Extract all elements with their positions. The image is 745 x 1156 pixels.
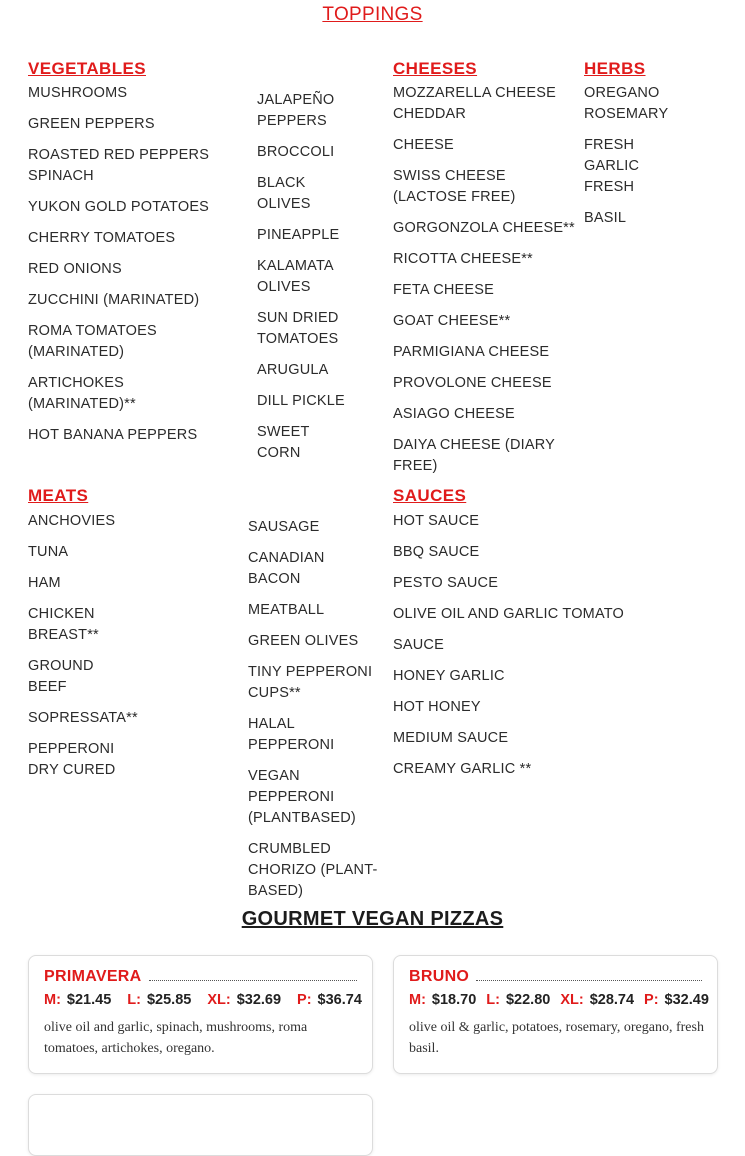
list-item: PINEAPPLE xyxy=(257,227,340,243)
pizza-card-partial[interactable] xyxy=(28,1094,373,1156)
pizza-card-primavera[interactable] xyxy=(28,955,373,1074)
list-item: ARTICHOKES (MARINATED)** xyxy=(28,375,136,412)
list-item: GREEN OLIVES xyxy=(248,633,359,649)
pizza-description: olive oil and garlic, spinach, mushrooms, roma tomatoes, artichokes, oregano. xyxy=(44,1020,308,1056)
list-item: CHICKEN BREAST** xyxy=(28,606,99,643)
list-item: BBQ SAUCE xyxy=(393,544,480,560)
dotted-leader xyxy=(149,980,357,981)
category-meats: MEATS xyxy=(28,486,89,505)
category-sauces: SAUCES xyxy=(393,486,467,505)
list-item: JALAPEÑO PEPPERS xyxy=(257,92,335,129)
list-item: FETA CHEESE xyxy=(393,282,495,298)
list-item: GOAT CHEESE** xyxy=(393,313,511,329)
list-item: MOZZARELLA CHEESE CHEDDAR xyxy=(393,85,556,122)
list-item: HOT SAUCE xyxy=(393,513,480,529)
price-l: L: $25.85 xyxy=(127,992,192,1008)
pizza-name: PRIMAVERA xyxy=(44,968,142,985)
list-item: PARMIGIANA CHEESE xyxy=(393,344,550,360)
list-item: MUSHROOMS xyxy=(28,85,128,101)
list-item: DILL PICKLE xyxy=(257,393,345,409)
list-item: MEATBALL xyxy=(248,602,325,618)
list-item: CANADIAN BACON xyxy=(248,550,325,587)
gourmet-vegan-title: GOURMET VEGAN PIZZAS xyxy=(241,908,504,930)
list-item: CHEESE xyxy=(393,137,454,153)
list-item: BASIL xyxy=(584,210,627,226)
list-item: HOT BANANA PEPPERS xyxy=(28,427,198,443)
pizza-name: BRUNO xyxy=(409,968,470,985)
meats-list-1 xyxy=(28,511,138,791)
vegetables-list-1 xyxy=(28,83,218,456)
list-item: GROUND BEEF xyxy=(28,658,94,695)
list-item: TUNA xyxy=(28,544,69,560)
list-item: SOPRESSATA** xyxy=(28,710,138,726)
category-vegetables: VEGETABLES xyxy=(28,59,146,78)
list-item: GREEN PEPPERS xyxy=(28,116,155,132)
vegetables-list-2 xyxy=(257,90,357,474)
list-item: VEGAN PEPPERONI (PLANTBASED) xyxy=(248,768,356,826)
list-item: CHERRY TOMATOES xyxy=(28,230,176,246)
pizza-name-row xyxy=(409,968,702,986)
list-item: MEDIUM SAUCE xyxy=(393,730,509,746)
list-item: SWEET CORN xyxy=(257,424,310,461)
list-item: SAUCE xyxy=(393,637,444,653)
list-item: CREAMY GARLIC ** xyxy=(393,761,532,777)
page-title: TOPPINGS xyxy=(322,4,423,25)
list-item: SUN DRIED TOMATOES xyxy=(257,310,339,347)
list-item: ROMA TOMATOES (MARINATED) xyxy=(28,323,157,360)
pizza-card-bruno[interactable] xyxy=(393,955,718,1074)
price-xl: XL: $28.74 xyxy=(560,992,635,1008)
price-p: P: $32.49 xyxy=(644,992,709,1008)
category-herbs: HERBS xyxy=(584,59,646,78)
list-item: GORGONZOLA CHEESE** xyxy=(393,220,575,236)
list-item: HONEY GARLIC xyxy=(393,668,505,684)
list-item: HAM xyxy=(28,575,61,591)
herbs-list xyxy=(584,83,689,239)
list-item: FRESH GARLIC FRESH xyxy=(584,137,640,195)
list-item: PESTO SAUCE xyxy=(393,575,499,591)
list-item: SWISS CHEESE (LACTOSE FREE) xyxy=(393,168,516,205)
list-item: KALAMATA OLIVES xyxy=(257,258,334,295)
pizza-prices xyxy=(409,992,707,1008)
list-item: OLIVE OIL AND GARLIC TOMATO xyxy=(393,606,625,622)
price-m: M: $21.45 xyxy=(44,992,112,1008)
price-p: P: $36.74 xyxy=(297,992,362,1008)
sauces-list xyxy=(393,511,633,790)
list-item: TINY PEPPERONI CUPS** xyxy=(248,664,373,701)
list-item: YUKON GOLD POTATOES xyxy=(28,199,210,215)
list-item: CRUMBLED CHORIZO (PLANT-BASED) xyxy=(248,841,378,899)
list-item: ROASTED RED PEPPERS SPINACH xyxy=(28,147,210,184)
list-item: RED ONIONS xyxy=(28,261,122,277)
list-item: DAIYA CHEESE (DIARY FREE) xyxy=(393,437,555,474)
list-item: OREGANO ROSEMARY xyxy=(584,85,669,122)
price-l: L: $22.80 xyxy=(486,992,551,1008)
list-item: BLACK OLIVES xyxy=(257,175,311,212)
price-xl: XL: $32.69 xyxy=(207,992,282,1008)
pizza-description: olive oil & garlic, potatoes, rosemary, oregano, fresh basil. xyxy=(409,1020,704,1056)
list-item: HALAL PEPPERONI xyxy=(248,716,335,753)
list-item: SAUSAGE xyxy=(248,519,320,535)
list-item: ARUGULA xyxy=(257,362,329,378)
pizza-name-row xyxy=(44,968,357,986)
list-item: PEPPERONI DRY CURED xyxy=(28,741,116,778)
price-m: M: $18.70 xyxy=(409,992,477,1008)
meats-list-2 xyxy=(248,517,378,912)
list-item: PROVOLONE CHEESE xyxy=(393,375,552,391)
list-item: ANCHOVIES xyxy=(28,513,116,529)
dotted-leader xyxy=(476,980,702,981)
list-item: ASIAGO CHEESE xyxy=(393,406,515,422)
list-item: ZUCCHINI (MARINATED) xyxy=(28,292,200,308)
pizza-prices xyxy=(44,992,362,1008)
list-item: HOT HONEY xyxy=(393,699,481,715)
list-item: RICOTTA CHEESE** xyxy=(393,251,533,267)
list-item: BROCCOLI xyxy=(257,144,335,160)
cheeses-list xyxy=(393,83,578,487)
category-cheeses: CHEESES xyxy=(393,59,478,78)
